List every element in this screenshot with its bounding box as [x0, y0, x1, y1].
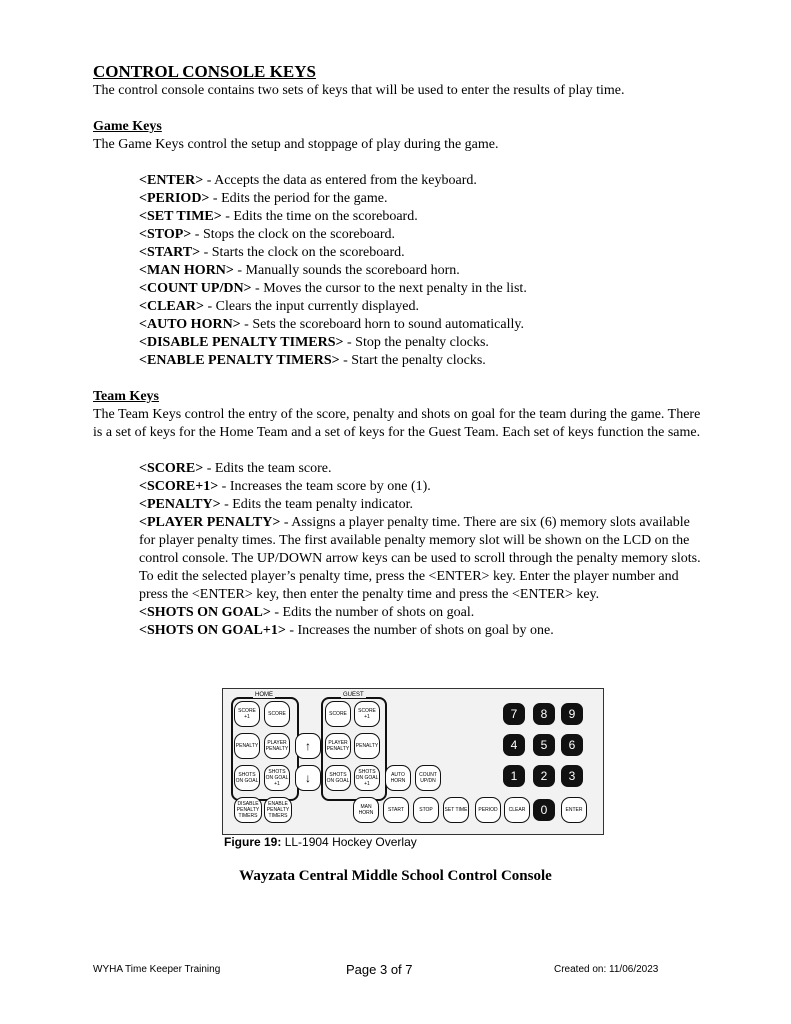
home-player-penalty-key: PLAYER PENALTY	[264, 733, 290, 759]
key-description: - Accepts the data as entered from the keyboard.	[203, 173, 477, 188]
guest-shots-plus1-key: SHOTS ON GOAL +1	[354, 765, 380, 791]
count-up-dn-key: COUNT UP/DN	[415, 765, 441, 791]
list-item	[139, 298, 703, 316]
key-2: 2	[533, 765, 555, 787]
set-time-key: SET TIME	[443, 797, 469, 823]
figure-caption-label: Figure 19:	[224, 835, 282, 849]
home-score-plus1-key: SCORE +1	[234, 701, 260, 727]
list-item	[139, 514, 703, 604]
list-item	[139, 622, 703, 640]
key-name: <DISABLE PENALTY TIMERS>	[139, 335, 344, 350]
key-name: <SHOTS ON GOAL+1>	[139, 623, 286, 638]
key-description: - Increases the number of shots on goal by one.	[285, 623, 554, 638]
team-keys-list	[139, 460, 703, 640]
key-description: - Moves the cursor to the next penalty in the list.	[251, 281, 527, 296]
key-description: - Edits the number of shots on goal.	[270, 605, 475, 620]
clear-key: CLEAR	[504, 797, 530, 823]
guest-label: GUEST	[343, 692, 364, 698]
key-name: <PENALTY>	[139, 497, 221, 512]
key-7: 7	[503, 703, 525, 725]
key-description: - Assigns a player penalty time. There are six (6) memory slots available for player penalty times. The first available penalty memory slot will be shown on the LCD on the control console. The UP/DOWN arrow keys can be used to scroll through the penalty memory slots. To edit the selected player’s penalty time, press the <ENTER> key. Enter the player number and press the <ENTER> key, then enter the penalty time and press the <ENTER> key.	[139, 515, 701, 602]
stop-key: STOP	[413, 797, 439, 823]
key-5: 5	[533, 734, 555, 756]
key-name: <ENTER>	[139, 173, 204, 188]
key-1: 1	[503, 765, 525, 787]
page-title: CONTROL CONSOLE KEYS	[93, 62, 316, 81]
key-name: <CLEAR>	[139, 299, 204, 314]
key-name: <START>	[139, 245, 201, 260]
team-keys-desc: The Team Keys control the entry of the score, penalty and shots on goal for the team during the game. There is a set of keys for the Home Team and a set of keys for the Guest Team. Each set of keys function the same.	[93, 407, 701, 440]
key-name: <ENABLE PENALTY TIMERS>	[139, 353, 340, 368]
key-description: - Clears the input currently displayed.	[203, 299, 419, 314]
console-label: Wayzata Central Middle School Control Console	[239, 868, 552, 884]
key-description: - Start the penalty clocks.	[339, 353, 486, 368]
footer-page-number: Page 3 of 7	[346, 962, 413, 977]
enter-key: ENTER	[561, 797, 587, 823]
figure-caption-text: LL-1904 Hockey Overlay	[281, 835, 417, 849]
man-horn-key: MAN HORN	[353, 797, 379, 823]
home-shots-plus1-key: SHOTS ON GOAL +1	[264, 765, 290, 791]
console-overlay-figure	[222, 688, 604, 835]
key-9: 9	[561, 703, 583, 725]
key-8: 8	[533, 703, 555, 725]
key-description: - Stops the clock on the scoreboard.	[191, 227, 396, 242]
key-6: 6	[561, 734, 583, 756]
home-penalty-key: PENALTY	[234, 733, 260, 759]
guest-penalty-key: PENALTY	[354, 733, 380, 759]
down-arrow-key: ↓	[295, 765, 321, 791]
key-4: 4	[503, 734, 525, 756]
key-name: <STOP>	[139, 227, 192, 242]
key-description: - Starts the clock on the scoreboard.	[200, 245, 405, 260]
game-keys-heading: Game Keys	[93, 119, 162, 134]
list-item	[139, 604, 703, 622]
key-description: - Sets the scoreboard horn to sound automatically.	[240, 317, 524, 332]
guest-shots-key: SHOTS ON GOAL	[325, 765, 351, 791]
list-item	[139, 280, 703, 298]
game-keys-desc: The Game Keys control the setup and stoppage of play during the game.	[93, 137, 499, 152]
footer-left: WYHA Time Keeper Training	[93, 964, 221, 975]
list-item	[139, 316, 703, 334]
list-item	[139, 478, 703, 496]
key-name: <PERIOD>	[139, 191, 210, 206]
key-name: <PLAYER PENALTY>	[139, 515, 281, 530]
footer-right: Created on: 11/06/2023	[554, 964, 659, 975]
key-name: <SCORE+1>	[139, 479, 219, 494]
guest-score-key: SCORE	[325, 701, 351, 727]
key-description: - Edits the time on the scoreboard.	[221, 209, 418, 224]
key-name: <AUTO HORN>	[139, 317, 241, 332]
team-keys-heading: Team Keys	[93, 389, 159, 404]
list-item	[139, 190, 703, 208]
key-name: <SHOTS ON GOAL>	[139, 605, 271, 620]
key-description: - Edits the period for the game.	[209, 191, 388, 206]
list-item	[139, 244, 703, 262]
key-0: 0	[533, 799, 555, 821]
list-item	[139, 172, 703, 190]
key-description: - Increases the team score by one (1).	[218, 479, 431, 494]
key-name: <MAN HORN>	[139, 263, 234, 278]
list-item	[139, 208, 703, 226]
list-item	[139, 262, 703, 280]
game-keys-list	[139, 172, 703, 370]
start-key: START	[383, 797, 409, 823]
figure-caption	[224, 835, 417, 849]
home-score-key: SCORE	[264, 701, 290, 727]
guest-player-penalty-key: PLAYER PENALTY	[325, 733, 351, 759]
key-description: - Edits the team score.	[203, 461, 332, 476]
key-description: - Manually sounds the scoreboard horn.	[233, 263, 460, 278]
key-name: <SET TIME>	[139, 209, 222, 224]
list-item	[139, 352, 703, 370]
disable-penalty-timers-key: DISABLE PENALTY TIMERS	[234, 797, 262, 823]
key-3: 3	[561, 765, 583, 787]
list-item	[139, 460, 703, 478]
auto-horn-key: AUTO HORN	[385, 765, 411, 791]
list-item	[139, 334, 703, 352]
home-shots-key: SHOTS ON GOAL	[234, 765, 260, 791]
guest-score-plus1-key: SCORE +1	[354, 701, 380, 727]
period-key: PERIOD	[475, 797, 501, 823]
up-arrow-key: ↑	[295, 733, 321, 759]
document-body	[93, 62, 703, 640]
intro-text: The control console contains two sets of keys that will be used to enter the results of play time.	[93, 83, 625, 98]
enable-penalty-timers-key: ENABLE PENALTY TIMERS	[264, 797, 292, 823]
list-item	[139, 226, 703, 244]
home-label: HOME	[255, 692, 273, 698]
key-name: <SCORE>	[139, 461, 204, 476]
key-description: - Edits the team penalty indicator.	[220, 497, 414, 512]
key-name: <COUNT UP/DN>	[139, 281, 252, 296]
list-item	[139, 496, 703, 514]
key-description: - Stop the penalty clocks.	[343, 335, 489, 350]
